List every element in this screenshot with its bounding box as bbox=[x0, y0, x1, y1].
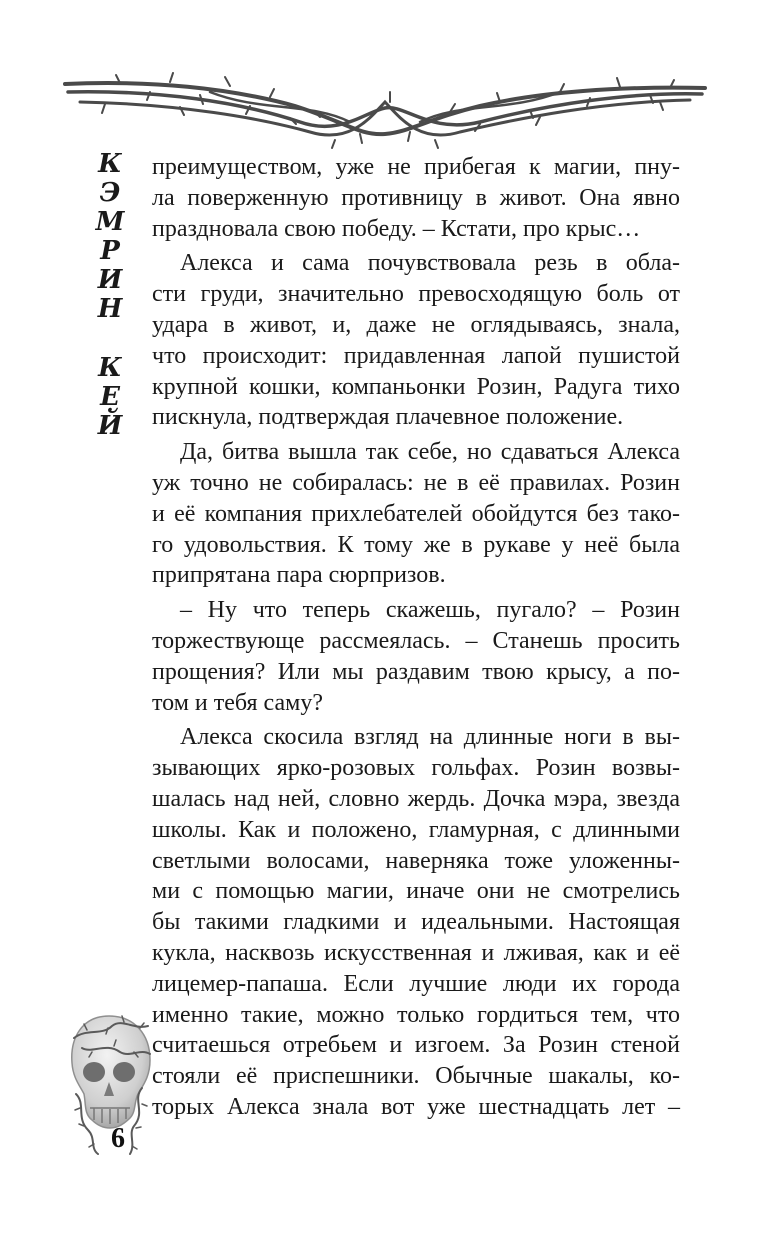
author-letter: Н bbox=[97, 294, 123, 324]
page-number: 6 bbox=[111, 1123, 125, 1154]
text-line: Алекса и сама почувствовала резь в обла- bbox=[180, 250, 680, 277]
text-line: сти груди, значительно превосходящую боль от bbox=[152, 281, 680, 308]
text-line: лицемер-папаша. Если лучшие люди их города bbox=[152, 970, 680, 997]
text-line: удара в живот, и, даже не оглядываясь, знала, bbox=[152, 311, 680, 338]
author-letter: Й bbox=[97, 411, 123, 441]
paragraph bbox=[152, 248, 680, 433]
text-line: именно такие, можно только гордиться тем, что bbox=[152, 1001, 680, 1028]
author-letter: М bbox=[95, 207, 125, 237]
text-line: преимуществом, уже не прибегая к магии, пну- bbox=[152, 154, 680, 180]
author-name-vertical bbox=[84, 150, 136, 441]
text-line: го удовольствия. К тому же в рукаве у неё была bbox=[152, 531, 680, 558]
text-line: зывающих ярко-розовых гольфах. Розин возвы- bbox=[152, 755, 680, 782]
author-letter: Э bbox=[99, 178, 121, 208]
paragraph bbox=[152, 437, 680, 591]
author-letter: Е bbox=[100, 382, 120, 412]
text-line: праздновала свою победу. – Кстати, про крыс… bbox=[152, 215, 641, 242]
text-line: шалась над ней, словно жердь. Дочка мэра, звезда bbox=[152, 785, 680, 812]
text-line: считаешься отребьем и изгоем. За Розин стеной bbox=[152, 1032, 680, 1059]
text-line: ла поверженную противницу в живот. Она явно bbox=[152, 184, 680, 211]
text-line: припрятана пара сюрпризов. bbox=[152, 562, 446, 589]
thorny-vine-ornament bbox=[60, 62, 710, 162]
text-line: крупной кошки, компаньонки Розин, Радуга тихо bbox=[152, 373, 680, 400]
text-line: школы. Как и положено, гламурная, с длинными bbox=[152, 816, 680, 843]
text-line: стояли её приспешники. Обычные шакалы, ко- bbox=[152, 1063, 680, 1090]
author-letter: И bbox=[97, 265, 123, 295]
text-line: – Ну что теперь скажешь, пугало? – Розин bbox=[180, 597, 680, 624]
author-first-name bbox=[96, 150, 125, 324]
text-line: и её компания прихлебателей обойдутся без тако- bbox=[152, 500, 680, 527]
author-letter: Р bbox=[100, 236, 120, 266]
text-line: торжествующе рассмеялась. – Станешь просить bbox=[152, 627, 680, 654]
author-letter: К bbox=[98, 353, 122, 383]
text-line: том и тебя саму? bbox=[152, 689, 323, 716]
text-line: пискнула, подтверждая плачевное положение. bbox=[152, 404, 624, 431]
text-line: светлыми волосами, наверняка тоже уложенны- bbox=[152, 847, 680, 874]
text-line: уж точно не собиралась: не в её правилах. Розин bbox=[152, 469, 680, 496]
text-line: что происходит: придавленная лапой пушистой bbox=[152, 342, 680, 369]
text-line: прощения? Или мы раздавим твою крысу, а по- bbox=[152, 658, 680, 685]
author-last-name bbox=[98, 354, 123, 441]
text-line: Алекса скосила взгляд на длинные ноги в вы- bbox=[180, 724, 680, 751]
paragraph bbox=[152, 722, 680, 1122]
text-line: ми с помощью магии, иначе они не смотрелись bbox=[152, 878, 680, 905]
body-text bbox=[152, 152, 680, 1123]
text-line: Да, битва вышла так себе, но сдаваться Алекса bbox=[180, 439, 680, 466]
paragraph bbox=[152, 152, 680, 244]
skull-icon bbox=[62, 1008, 157, 1158]
paragraph bbox=[152, 595, 680, 718]
author-letter: К bbox=[98, 149, 122, 179]
text-line: торых Алекса знала вот уже шестнадцать лет – bbox=[152, 1093, 680, 1120]
text-line: бы такими гладкими и идеальными. Настоящая bbox=[152, 909, 680, 936]
text-line: кукла, насквозь искусственная и лживая, как и её bbox=[152, 939, 680, 966]
